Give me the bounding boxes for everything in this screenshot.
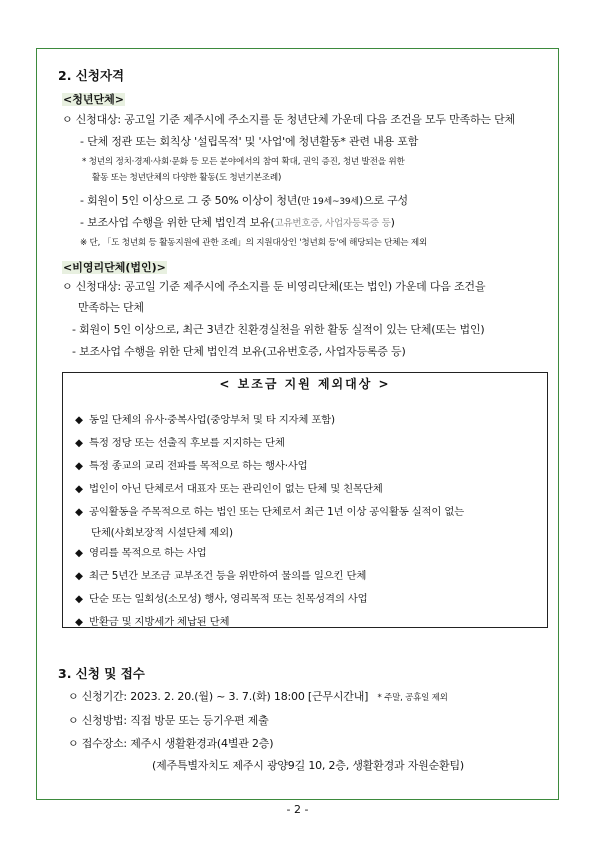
exclusion-item-text: 특정 종교의 교리 전파를 목적으로 하는 행사·사업 (89, 460, 308, 472)
youth-line-2: - 단체 정관 또는 회칙상 '설립목적' 및 '사업'에 청년활동* 관련 내용 포함 (80, 135, 419, 148)
youth-line-3: - 회원이 5인 이상으로 그 중 50% 이상이 청년(만 19세~39세)으로 구성 (80, 194, 408, 207)
exclusion-item (75, 411, 335, 426)
diamond-bullet-icon: ◆ (75, 593, 83, 605)
diamond-bullet-icon: ◆ (75, 570, 83, 582)
diamond-bullet-icon: ◆ (75, 616, 83, 628)
exclusion-item-text: 반환금 및 지방세가 체납된 단체 (89, 616, 230, 628)
exclusion-item (75, 480, 383, 495)
youth-note-1a: * 청년의 정치·경제·사회·문화 등 모든 분야에서의 참여 확대, 권익 증진, 청년 발전을 위한 (82, 157, 405, 167)
section-3-title: 3. 신청 및 접수 (58, 666, 145, 681)
youth-note-2: ※ 단, 「도 청년회 등 활동지원에 관한 조례」의 지원대상인 '청년회 등'에 해당되는 단체는 제외 (80, 238, 428, 248)
exclusion-item-continuation: 단체(사회보장적 시설단체 제외) (91, 527, 233, 539)
exclusion-item-text: 최근 5년간 보조금 교부조건 등을 위반하여 물의를 일으킨 단체 (89, 570, 367, 582)
diamond-bullet-icon: ◆ (75, 414, 83, 426)
page-number: - 2 - (286, 803, 309, 816)
nonprofit-line-3: - 보조사업 수행을 위한 단체 법인격 보유(고유번호증, 사업자등록증 등) (72, 345, 406, 358)
diamond-bullet-icon: ◆ (75, 460, 83, 472)
exclusion-item (75, 567, 366, 582)
nonprofit-label: <비영리단체(법인)> (63, 261, 166, 274)
apply-address: (제주특별자치도 제주시 광양9길 10, 2층, 생활환경과 자원순환팀) (152, 759, 464, 772)
exclusion-box (62, 372, 548, 628)
nonprofit-line-1a: ㅇ 신청대상: 공고일 기준 제주시에 주소지를 둔 비영리단체(또는 법인) 가운데 다음 조건을 (62, 280, 486, 293)
diamond-bullet-icon: ◆ (75, 437, 83, 449)
exclusion-item-text: 공익활동을 주목적으로 하는 법인 또는 단체로서 최근 1년 이상 공익활동 실적이 없는 (89, 506, 465, 518)
exclusion-item (75, 544, 207, 559)
exclusion-item-text: 단순 또는 일회성(소모성) 행사, 영리목적 또는 친목성격의 사업 (89, 593, 368, 605)
youth-line-4: - 보조사업 수행을 위한 단체 법인격 보유(고유번호증, 사업자등록증 등) (80, 216, 395, 229)
exclusion-item (75, 613, 229, 628)
diamond-bullet-icon: ◆ (75, 506, 83, 518)
youth-line-1: ㅇ 신청대상: 공고일 기준 제주시에 주소지를 둔 청년단체 가운데 다음 조건을 모두 만족하는 단체 (62, 113, 515, 126)
exclusion-title: < 보조금 지원 제외대상 > (219, 377, 391, 391)
exclusion-item-text: 동일 단체의 유사·중복사업(중앙부처 및 타 지자체 포함) (89, 414, 335, 426)
apply-method: ㅇ 신청방법: 직접 방문 또는 등기우편 제출 (68, 714, 269, 727)
exclusion-item (75, 457, 307, 472)
nonprofit-line-2: - 회원이 5인 이상으로, 최근 3년간 친환경실천을 위한 활동 실적이 있는 단체(또는 법인) (72, 323, 485, 336)
exclusion-item-text: 특정 정당 또는 선출직 후보를 지지하는 단체 (89, 437, 285, 449)
apply-period: ㅇ 신청기간: 2023. 2. 20.(월) ~ 3. 7.(화) 18:00 [근무시간내] * 주말, 공휴일 제외 (68, 690, 448, 703)
youth-label: <청년단체> (63, 93, 124, 106)
nonprofit-line-1b: 만족하는 단체 (78, 301, 144, 314)
diamond-bullet-icon: ◆ (75, 483, 83, 495)
exclusion-item (75, 434, 285, 449)
exclusion-item (75, 590, 367, 605)
youth-note-1b: 활동 또는 청년단체의 다양한 활동(도 청년기본조례) (92, 173, 282, 183)
exclusion-item-text: 영리를 목적으로 하는 사업 (89, 547, 207, 559)
apply-place: ㅇ 접수장소: 제주시 생활환경과(4별관 2층) (68, 737, 274, 750)
exclusion-item (75, 503, 464, 518)
exclusion-item-text: 법인이 아닌 단체로서 대표자 또는 관리인이 없는 단체 및 친목단체 (89, 483, 383, 495)
section-2-title: 2. 신청자격 (58, 68, 125, 83)
diamond-bullet-icon: ◆ (75, 547, 83, 559)
